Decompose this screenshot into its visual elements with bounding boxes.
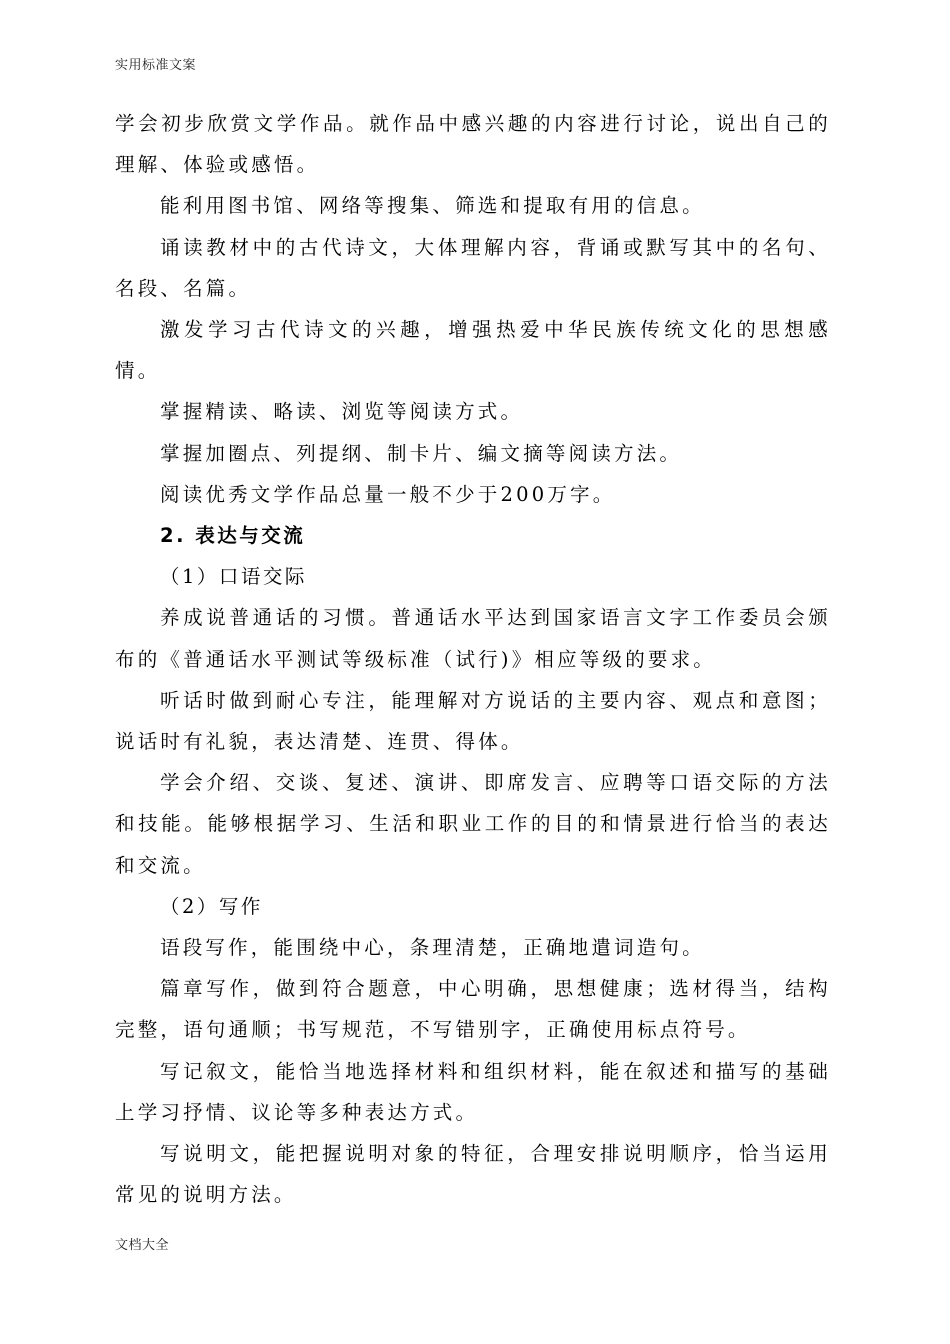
header-rule [115,82,835,83]
paragraph: 写说明文，能把握说明对象的特征，合理安排说明顺序，恰当运用常见的说明方法。 [115,1142,831,1207]
paragraph: 养成说普通话的习惯。普通话水平达到国家语言文字工作委员会颁布的《普通话水平测试等级标准（试行)》相应等级的要求。 [115,606,831,671]
page-header: 实用标准文案 [115,58,197,73]
paragraph: 篇章写作，做到符合题意，中心明确，思想健康；选材得当，结构完整，语句通顺；书写规范，不写错别字，正确使用标点符号。 [115,977,831,1042]
paragraph: 激发学习古代诗文的兴趣，增强热爱中华民族传统文化的思想感情。 [115,318,831,383]
page-footer: 文档大全 [115,1238,170,1253]
paragraph: 听话时做到耐心专注，能理解对方说话的主要内容、观点和意图；说话时有礼貌，表达清楚、连贯、得体。 [115,688,831,754]
document-body [115,103,831,1215]
subsection-heading: （2）写作 [160,894,263,918]
paragraph: 学会初步欣赏文学作品。就作品中感兴趣的内容进行讨论，说出自己的理解、体验或感悟。 [115,112,831,177]
paragraph: 掌握加圈点、列提纲、制卡片、编文摘等阅读方法。 [160,441,683,465]
paragraph: 写记叙文，能恰当地选择材料和组织材料，能在叙述和描写的基础上学习抒情、议论等多种表达方式。 [115,1059,831,1124]
paragraph: 掌握精读、略读、浏览等阅读方式。 [160,400,524,424]
subsection-heading: （1）口语交际 [160,565,307,589]
paragraph: 学会介绍、交谈、复述、演讲、即席发言、应聘等口语交际的方法和技能。能够根据学习、生活和职业工作的目的和情景进行恰当的表达和交流。 [115,771,831,877]
paragraph: 诵读教材中的古代诗文，大体理解内容，背诵或默写其中的名句、名段、名篇。 [115,235,831,300]
paragraph: 阅读优秀文学作品总量一般不少于200万字。 [160,482,616,506]
paragraph: 语段写作，能围绕中心，条理清楚，正确地遣词造句。 [160,936,705,960]
paragraph: 能利用图书馆、网络等搜集、筛选和提取有用的信息。 [160,194,705,218]
section-heading: 2. 表达与交流 [160,524,306,548]
